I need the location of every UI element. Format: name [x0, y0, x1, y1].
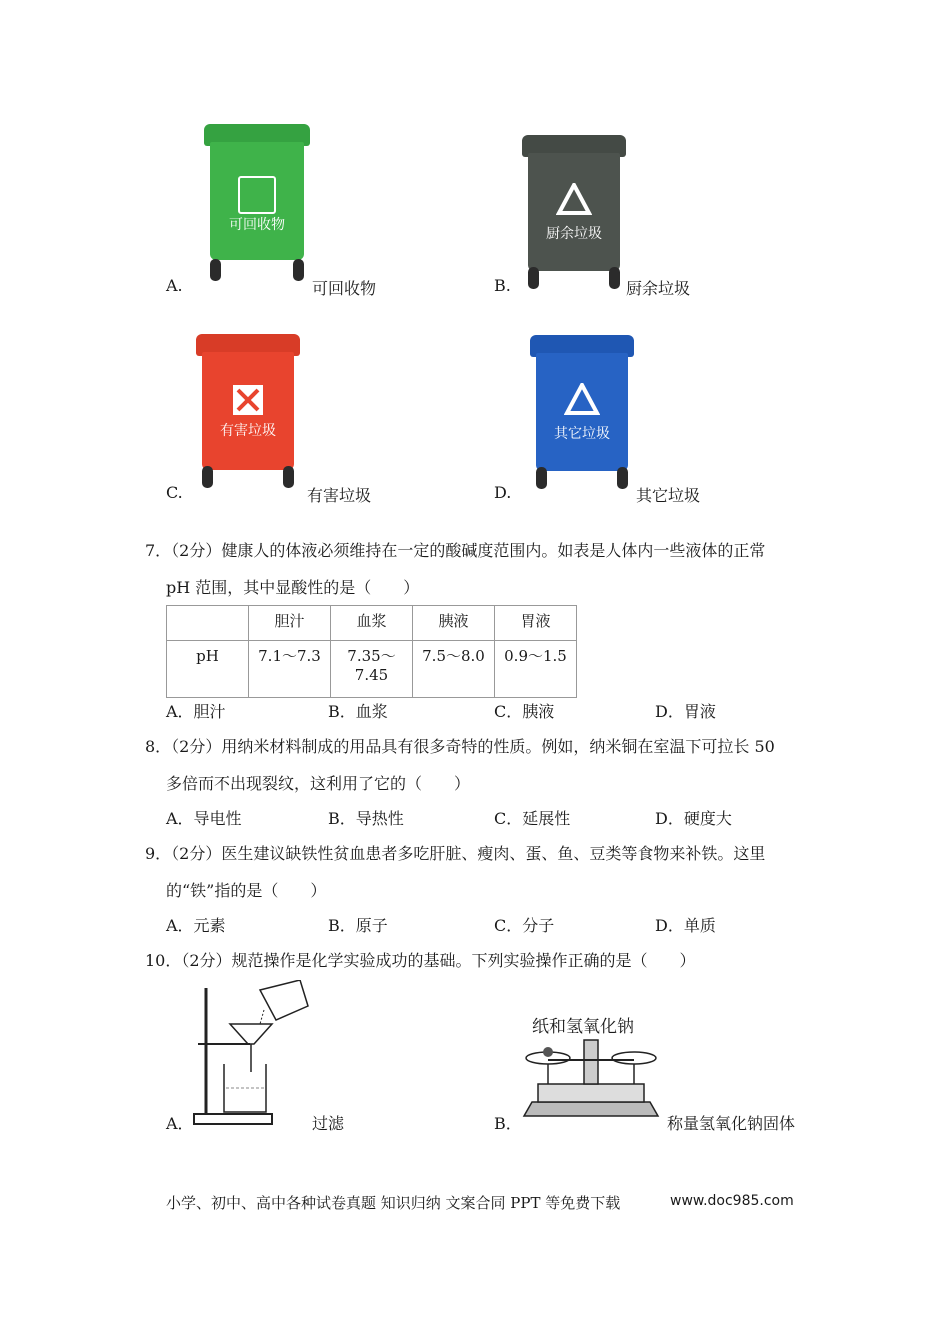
- bin-kitchen-waste-image: [522, 135, 626, 287]
- option-caption: 有害垃圾: [307, 486, 372, 505]
- option-caption: 可回收物: [312, 279, 377, 298]
- bin-label: 可回收物: [229, 217, 285, 233]
- wheel-icon: [536, 467, 547, 489]
- bin-hazardous-image: [196, 334, 300, 486]
- table-cell: 7.35～ 7.45: [331, 641, 413, 698]
- option-d: D．单质: [655, 916, 716, 935]
- option-letter: A.: [166, 276, 183, 295]
- recyclable-symbol-icon: [238, 176, 276, 214]
- option-caption: 厨余垃圾: [626, 279, 691, 298]
- wheel-icon: [283, 466, 294, 488]
- footer-text: 小学、初中、高中各种试卷真题 知识归纳 文案合同 PPT 等免费下载: [166, 1194, 621, 1212]
- wheel-icon: [617, 467, 628, 489]
- table-header-cell: 胃液: [495, 606, 577, 641]
- balance-figure-label: 纸和氢氧化钠: [532, 1017, 634, 1037]
- option-c: C．延展性: [494, 809, 571, 828]
- option-b: B．导热性: [328, 809, 404, 828]
- hazard-symbol-icon: [232, 384, 264, 416]
- question-10-stem: 10．（2分）规范操作是化学实验成功的基础。下列实验操作正确的是（ ）: [145, 951, 696, 970]
- question-9-stem: 9．（2分）医生建议缺铁性贫血患者多吃肝脏、瘦肉、蛋、鱼、豆类等食物来补铁。这里: [145, 844, 766, 863]
- table-header-cell: 胰液: [413, 606, 495, 641]
- table-row: [167, 641, 577, 698]
- wheel-icon: [202, 466, 213, 488]
- question-7-stem: 7．（2分）健康人的体液必须维持在一定的酸碱度范围内。如表是人体内一些液体的正常: [145, 541, 766, 560]
- option-caption: 过滤: [312, 1114, 345, 1133]
- option-d: D．胃液: [655, 702, 716, 721]
- option-letter: B.: [494, 276, 511, 295]
- option-caption: 称量氢氧化钠固体: [667, 1114, 796, 1133]
- option-caption: 其它垃圾: [636, 486, 701, 505]
- table-cell: 7.1～7.3: [249, 641, 331, 698]
- bin-recyclable-image: [204, 124, 310, 279]
- ph-table: [166, 605, 577, 698]
- question-9-stem-cont: 的“铁”指的是（ ）: [166, 881, 327, 900]
- table-header-cell: [167, 606, 249, 641]
- option-c: C．胰液: [494, 702, 555, 721]
- option-d: D．硬度大: [655, 809, 732, 828]
- option-a: A．导电性: [166, 809, 242, 828]
- option-a: A．胆汁: [166, 702, 226, 721]
- wheel-icon: [293, 259, 304, 281]
- recycle-arrows-icon: [556, 183, 592, 217]
- question-8-stem-cont: 多倍而不出现裂纹，这利用了它的（ ）: [166, 774, 471, 793]
- wheel-icon: [609, 267, 620, 289]
- recycle-arrows-icon: [564, 383, 600, 417]
- wheel-icon: [210, 259, 221, 281]
- bin-other-waste-image: [530, 335, 634, 487]
- table-header-cell: 血浆: [331, 606, 413, 641]
- question-8-stem: 8．（2分）用纳米材料制成的用品具有很多奇特的性质。例如，纳米铜在室温下可拉长 50: [145, 737, 775, 756]
- balance-scale-icon: [518, 1036, 664, 1124]
- option-letter: D.: [494, 483, 512, 502]
- option-a: A．元素: [166, 916, 226, 935]
- wheel-icon: [528, 267, 539, 289]
- option-letter: A．: [166, 1114, 194, 1133]
- table-row-label: pH: [167, 641, 249, 698]
- option-letter: B．: [494, 1114, 522, 1133]
- option-b: B．血浆: [328, 702, 388, 721]
- option-b: B．原子: [328, 916, 388, 935]
- question-7-stem-cont: pH 范围，其中显酸性的是（ ）: [166, 578, 420, 597]
- table-cell: 0.9～1.5: [495, 641, 577, 698]
- bin-label: 厨余垃圾: [546, 226, 602, 242]
- bin-label: 其它垃圾: [554, 426, 610, 442]
- footer-url[interactable]: www.doc985.com: [670, 1193, 794, 1209]
- table-header-row: [167, 606, 577, 641]
- table-cell: 7.5～8.0: [413, 641, 495, 698]
- option-letter: C.: [166, 483, 183, 502]
- table-header-cell: 胆汁: [249, 606, 331, 641]
- filtration-apparatus-icon: [190, 980, 312, 1128]
- bin-label: 有害垃圾: [220, 423, 276, 439]
- option-c: C．分子: [494, 916, 555, 935]
